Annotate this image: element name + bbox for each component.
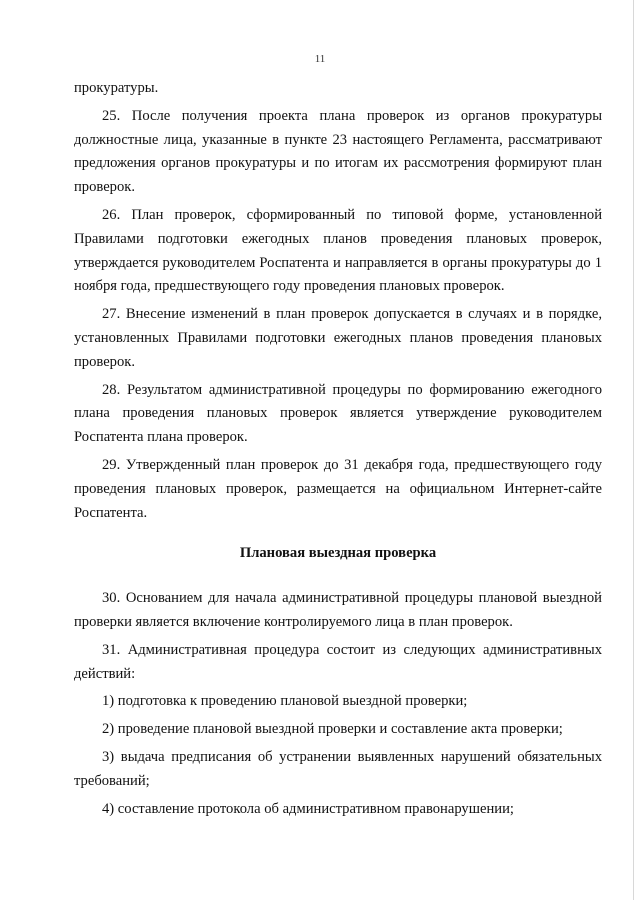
page-number: 11 (314, 53, 326, 65)
paragraph-27: 27. Внесение изменений в план проверок допускается в случаях и в порядке, установленных Правилами подготовки ежегодных планов проведения плановых проверок. (74, 306, 602, 370)
section-heading: Плановая выездная проверка (239, 545, 437, 562)
list-item-4: 4) составление протокола об административном правонарушении; (102, 800, 514, 817)
paragraph-25: 25. После получения проекта плана проверок из органов прокуратуры должностные лица, указанные в пункте 23 настоящего Регламента, рассматривают предложения органов прокуратуры и по итогам их рассмотрения формируют план проверок. (74, 107, 602, 196)
list-item-3: 3) выдача предписания об устранении выявленных нарушений обязательных требований; (74, 748, 602, 789)
document-body (74, 77, 602, 825)
paragraph-29: 29. Утвержденный план проверок до 31 декабря года, предшествующего году проведения плановых проверок, размещается на официальном Интернет-сайте Роспатента. (74, 456, 602, 521)
continuation-text: прокуратуры. (74, 80, 159, 96)
paragraph-28: 28. Результатом административной процедуры по формированию ежегодного плана проведения плановых проверок является утверждение руководителем Роспатента плана проверок. (74, 381, 602, 446)
paragraph-26: 26. План проверок, сформированный по типовой форме, установленной Правилами подготовки ежегодных планов проведения плановых проверок, утверждается руководителем Роспатента и направляется в органы прокуратуры до 1 ноября года, предшествующего году проведения плановых проверок. (74, 206, 602, 295)
list-item-2: 2) проведение плановой выездной проверки и составление акта проверки; (102, 721, 563, 738)
scan-edge-line (633, 0, 634, 900)
paragraph-31: 31. Административная процедура состоит из следующих административных действий: (74, 641, 602, 682)
paragraph-30: 30. Основанием для начала административной процедуры плановой выездной проверки является включение контролируемого лица в план проверок. (74, 590, 602, 630)
list-item-1: 1) подготовка к проведению плановой выездной проверки; (102, 693, 468, 710)
